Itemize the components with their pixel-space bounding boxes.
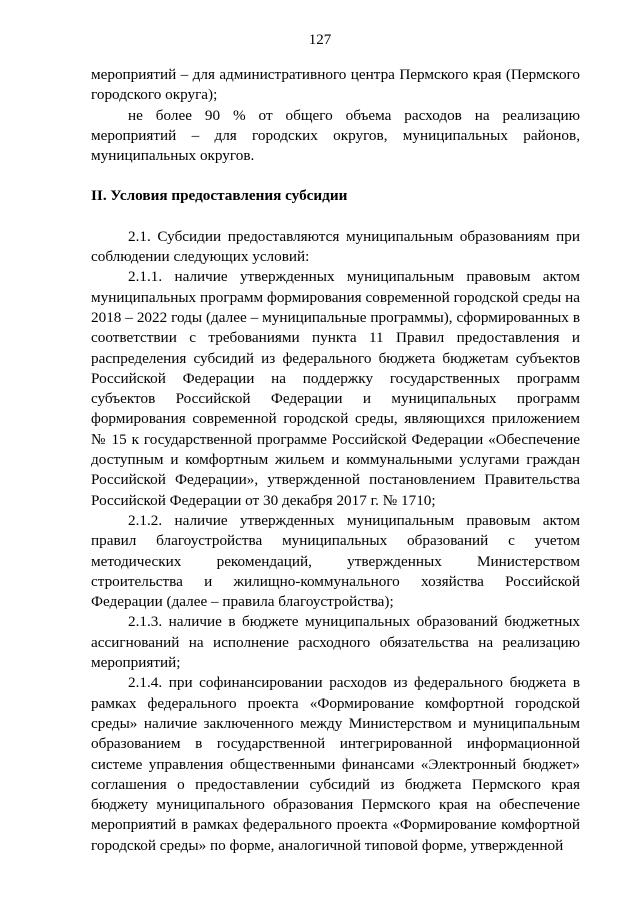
section-heading: II. Условия предоставления субсидии [91, 187, 348, 205]
paragraph-share-limit: не более 90 % от общего объема расходов на реализацию мероприятий – для городских округов, муниципальных районов, муниципальных округов. [91, 106, 580, 165]
document-body [91, 65, 580, 856]
page-number: 127 [308, 32, 332, 48]
paragraph-2-1-3: 2.1.3. наличие в бюджете муниципальных образований бюджетных ассигнований на исполнение расходного обязательства на реализацию мероприятий; [91, 613, 580, 672]
paragraph-continuation: мероприятий – для административного центра Пермского края (Пермского городского округа); [91, 66, 580, 104]
paragraph-2-1-2: 2.1.2. наличие утвержденных муниципальным правовым актом правил благоустройства муниципальных образований с учетом методических рекомендаций, утвержденных Министерством строительства и жилищно-коммунального хозяйства Российской Федерации (далее – правила благоустройства); [91, 511, 580, 611]
paragraph-2-1: 2.1. Субсидии предоставляются муниципальным образованиям при соблюдении следующих условий: [91, 227, 580, 266]
paragraph-2-1-1: 2.1.1. наличие утвержденных муниципальным правовым актом муниципальных программ формирования современной городской среды на 2018 – 2022 годы (далее – муниципальные программы), сформированных в соответствии с требованиями пункта 11 Правил предоставления и распределения субсидий из федерального бюджета бюджетам субъектов Российской Федерации на поддержку государственных программ субъектов Российской Федерации и муниципальных программ формирования современной городской среды, являющихся приложением № 15 к государственной программе Российской Федерации «Обеспечение доступным и комфортным жильем и коммунальными услугами граждан Российской Федерации», утвержденной постановлением Правительства Российской Федерации от 30 декабря 2017 г. № 1710; [91, 268, 580, 509]
paragraph-2-1-4: 2.1.4. при софинансировании расходов из федерального бюджета в рамках федерального проекта «Формирование комфортной городской среды» наличие заключенного между Министерством и муниципальным образованием в государственной интегрированной информационной системе управления общественными финансами «Электронный бюджет» соглашения о предоставлении субсидий из бюджета Пермского края бюджету муниципального образования Пермского края на обеспечение мероприятий в рамках федерального проекта «Формирование комфортной городской среды» по форме, аналогичной типовой форме, утвержденной [91, 674, 580, 854]
